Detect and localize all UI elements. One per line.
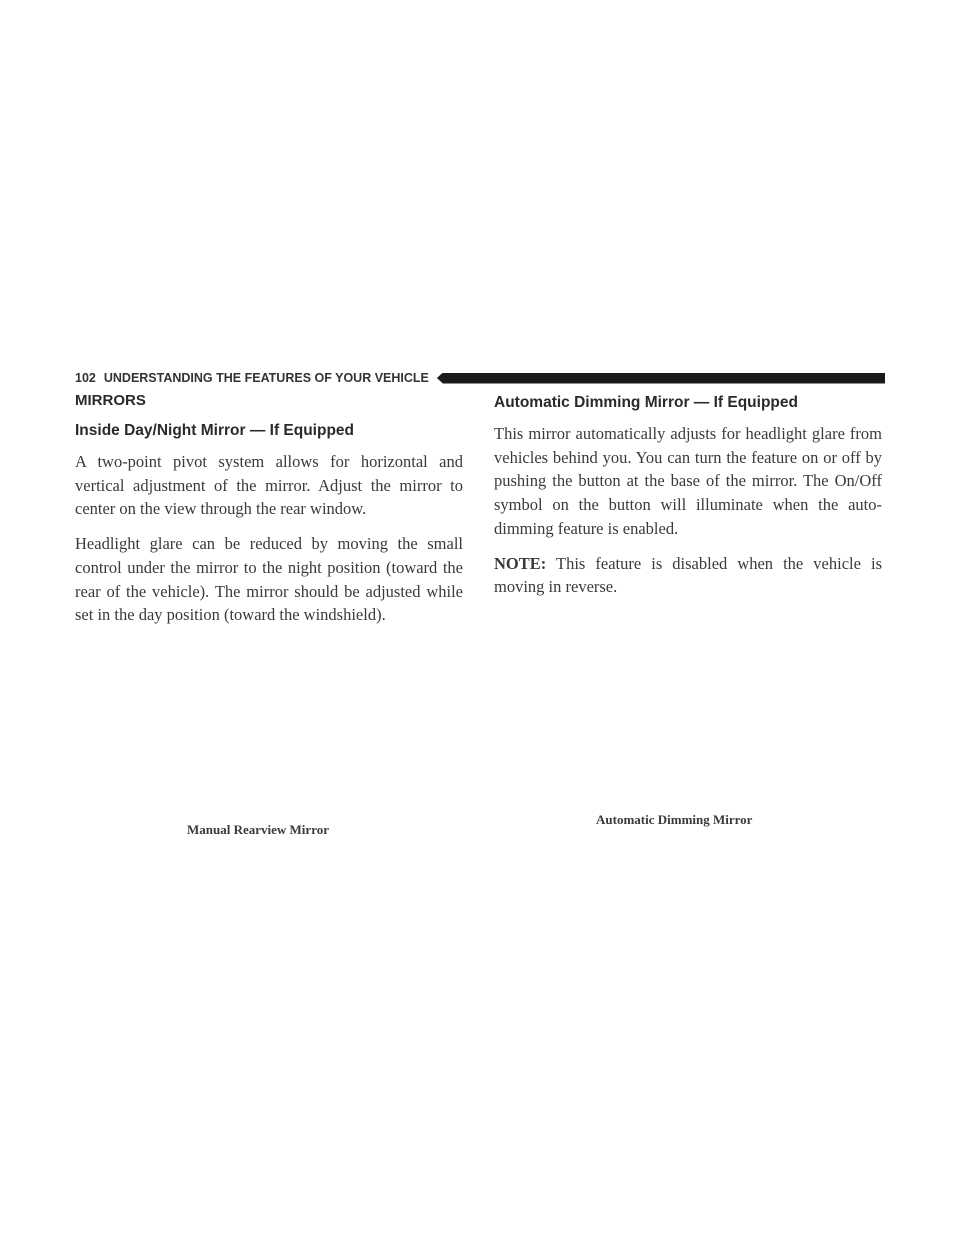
- note-text: This feature is disabled when the vehicle is moving in reverse.: [494, 553, 882, 597]
- page-header: [75, 371, 885, 385]
- manual-mirror-caption: Manual Rearview Mirror: [187, 822, 329, 837]
- note-label: NOTE:: [494, 553, 547, 573]
- header-rule: [437, 373, 885, 384]
- running-title: UNDERSTANDING THE FEATURES OF YOUR VEHICLE: [103, 371, 429, 385]
- inside-mirror-subheading: Inside Day/Night Mirror — If Equipped: [75, 422, 355, 439]
- auto-dimming-subheading: Automatic Dimming Mirror — If Equipped: [494, 394, 798, 411]
- page-number: 102: [75, 371, 96, 385]
- auto-dimming-mirror-caption: Automatic Dimming Mirror: [596, 812, 753, 827]
- auto-dimming-paragraph: This mirror automatically adjusts for headlight glare from vehicles behind you. You can turn the feature on or off by pushing the button at the base of the mirror. The On/Off symbol on the button will illuminate when the auto-dimming feature is enabled.: [494, 424, 882, 538]
- glare-paragraph: Headlight glare can be reduced by moving the small control under the mirror to the night position (toward the rear of the vehicle). The mirror should be adjusted while set in the day position (toward the windshield).: [75, 534, 463, 625]
- right-column: [494, 393, 882, 599]
- section-heading: MIRRORS: [75, 392, 146, 409]
- note-paragraph: [494, 552, 882, 599]
- pivot-paragraph: A two-point pivot system allows for horizontal and vertical adjustment of the mirror. Adjust the mirror to center on the view through the rear window.: [75, 452, 463, 519]
- left-column: [75, 421, 463, 627]
